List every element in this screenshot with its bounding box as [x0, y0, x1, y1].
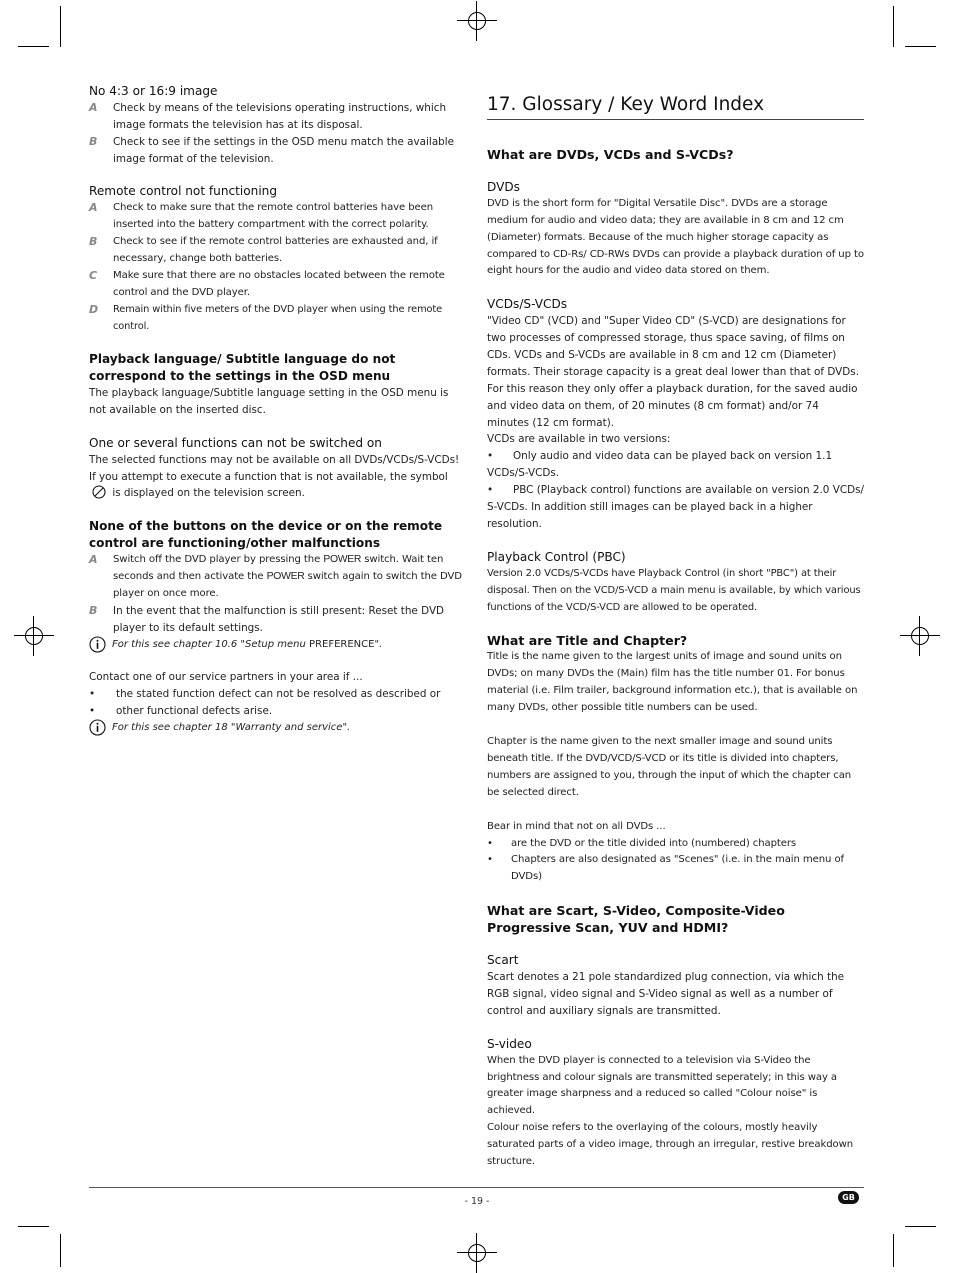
- section-title: Remote control not functioning: [89, 184, 278, 199]
- section-title: None of the buttons on the device or on the remote control are functioning/other malfunctions: [89, 519, 443, 551]
- registration-mark-icon: [900, 616, 940, 656]
- section-remote-control: [89, 183, 467, 335]
- page-title: 17. Glossary / Key Word Index: [487, 83, 864, 120]
- section-no-aspect-image: [89, 83, 467, 167]
- paragraph: Bear in mind that not on all DVDs ...: [487, 820, 666, 832]
- paragraph: Contact one of our service partners in your area if ...: [89, 671, 363, 684]
- right-column: [487, 83, 864, 1171]
- power-key-label: POWER: [266, 570, 305, 582]
- registration-mark-icon: [457, 1233, 497, 1273]
- section-title: What are Title and Chapter?: [487, 633, 688, 649]
- paragraph: Chapter is the name given to the next smaller image and sound units beneath title. If the DVD/VCD/S-VCD or its title is divided into chapters, numbers are assigned to you, through the input of which the chapter can be selected direct.: [487, 736, 852, 798]
- paragraph: Title is the name given to the largest units of image and sound units on DVDs; on many DVDs the (Main) film has the title number 01. For bonus material (i.e. Film trailer, background information etc.), that is available on many DVDs, other possible title numbers can be used.: [487, 651, 858, 714]
- paragraph: DVD is the short form for "Digital Versatile Disc". DVDs are a storage medium for audio and video data; they are available in 8 cm and 12 cm (Diameter) formats. Because of the much higher storage capacity as compared to CD-Rs/ CD-RWs DVDs can provide a playback duration of up to eight hours for the audio and video data stored on them.: [487, 197, 864, 277]
- subsection-title: S-video: [487, 1036, 532, 1051]
- subsection-title: Playback Control (PBC): [487, 549, 626, 564]
- list-item: D Remain within five meters of the DVD player when using the remote control.: [89, 302, 443, 332]
- list-item: • Chapters are also designated as "Scenes" (i.e. in the main menu of DVDs): [487, 854, 844, 883]
- section-title: Playback language/ Subtitle language do not correspond to the settings in the OSD menu: [89, 352, 396, 384]
- section-title: No 4:3 or 16:9 image: [89, 84, 218, 98]
- paragraph: Scart denotes a 21 pole standardized plug connection, via which the RGB signal, video signal and S-Video signal as well as a number of control and auxiliary signals are transmitted.: [487, 971, 845, 1017]
- section-playback-language: [89, 351, 467, 418]
- subsection-title: VCDs/S-VCDs: [487, 297, 568, 312]
- list-item: • the stated function defect can not be resolved as described or: [89, 688, 441, 701]
- list-item: C Make sure that there are no obstacles located between the remote control and the DVD player.: [89, 268, 445, 298]
- list-item: • are the DVD or the title divided into (numbered) chapters: [487, 837, 797, 849]
- paragraph: The playback language/Subtitle language setting in the OSD menu is not available on the inserted disc.: [89, 387, 449, 416]
- paragraph: If you attempt to execute a function that is not available, the symbol is displayed on the television screen.: [89, 470, 448, 500]
- paragraph: VCDs are available in two versions:: [487, 433, 671, 446]
- section-buttons-malfunction: [89, 518, 467, 737]
- prohibited-symbol-icon: [92, 485, 106, 499]
- subsection-title: DVDs: [487, 180, 520, 194]
- list-item: A Switch off the DVD player by pressing the POWER switch. Wait ten seconds and then activate the POWER switch again to switch the DVD player on once more.: [89, 552, 462, 599]
- section-title: What are DVDs, VCDs and S-VCDs?: [487, 147, 734, 162]
- registration-mark-icon: [457, 1, 497, 41]
- list-item: B Check to see if the settings in the OSD menu match the available image format of the television.: [89, 134, 455, 165]
- section-scart-svideo: [487, 902, 864, 1171]
- list-item: A Check by means of the televisions operating instructions, which image formats the television has at its disposal.: [89, 100, 447, 131]
- list-item: • PBC (Playback control) functions are available on version 2.0 VCDs/ S-VCDs. In addition still images can be played back in a higher resolution.: [487, 484, 864, 530]
- section-functions: [89, 435, 467, 503]
- list-item: B Check to see if the remote control batteries are exhausted and, if necessary, change both batteries.: [89, 235, 438, 264]
- paragraph: Version 2.0 VCDs/S-VCDs have Playback Control (in short "PBC") at their disposal. Then on the VCD/S-VCD a main menu is available, by which various functions of the VCD/S-VCD are allowed to be operated.: [487, 567, 861, 613]
- paragraph: The selected functions may not be available on all DVDs/VCDs/S-VCDs!: [89, 453, 460, 466]
- list-item: • Only audio and video data can be played back on version 1.1 VCDs/S-VCDs.: [487, 450, 833, 480]
- subsection-title: Scart: [487, 953, 519, 968]
- list-item: A Check to make sure that the remote control batteries have been inserted into the battery compartment with the correct polarity.: [89, 201, 434, 231]
- paragraph: "Video CD" (VCD) and "Super Video CD" (S-VCD) are designations for two processes of compressed storage, thus space saving, of films on CDs. VCDs and S-VCDs are available in 8 cm and 12 cm (Diameter) formats. Their storage capacity is a great deal lower than that of DVDs. For this reason they only offer a playback duration, for the saved audio and video data on them, of 20 minutes (8 cm format) and/or 74 minutes (12 cm format).: [487, 315, 860, 429]
- registration-mark-icon: [14, 616, 54, 656]
- footer-divider: [89, 1187, 864, 1188]
- info-icon: [89, 719, 106, 736]
- language-badge: GB: [838, 1191, 859, 1204]
- paragraph: Colour noise refers to the overlaying of the colours, mostly heavily saturated parts of a video image, through an irregular, restive breakdown structure.: [487, 1122, 854, 1168]
- section-title: One or several functions can not be switched on: [89, 435, 382, 450]
- info-note: For this see chapter 18 "Warranty and service".: [89, 720, 467, 737]
- section-title: What are Scart, S-Video, Composite-Video Progressive Scan, YUV and HDMI?: [487, 903, 785, 936]
- info-icon: [89, 636, 106, 653]
- list-item: B In the event that the malfunction is still present: Reset the DVD player to its default settings.: [89, 603, 445, 634]
- page-number: - 19 -: [464, 1196, 490, 1207]
- power-key-label: POWER: [323, 553, 362, 565]
- section-title-chapter: [487, 632, 864, 886]
- info-note: For this see chapter 10.6 "Setup menu PREFERENCE".: [89, 637, 467, 654]
- section-dvds-vcds: [487, 146, 864, 616]
- left-column: [89, 83, 467, 737]
- paragraph: When the DVD player is connected to a television via S-Video the brightness and colour signals are transmitted seperately; in this way a greater image sharpness and a reduced so called "Colour noise" is achieved.: [487, 1054, 838, 1117]
- list-item: • other functional defects arise.: [89, 705, 273, 718]
